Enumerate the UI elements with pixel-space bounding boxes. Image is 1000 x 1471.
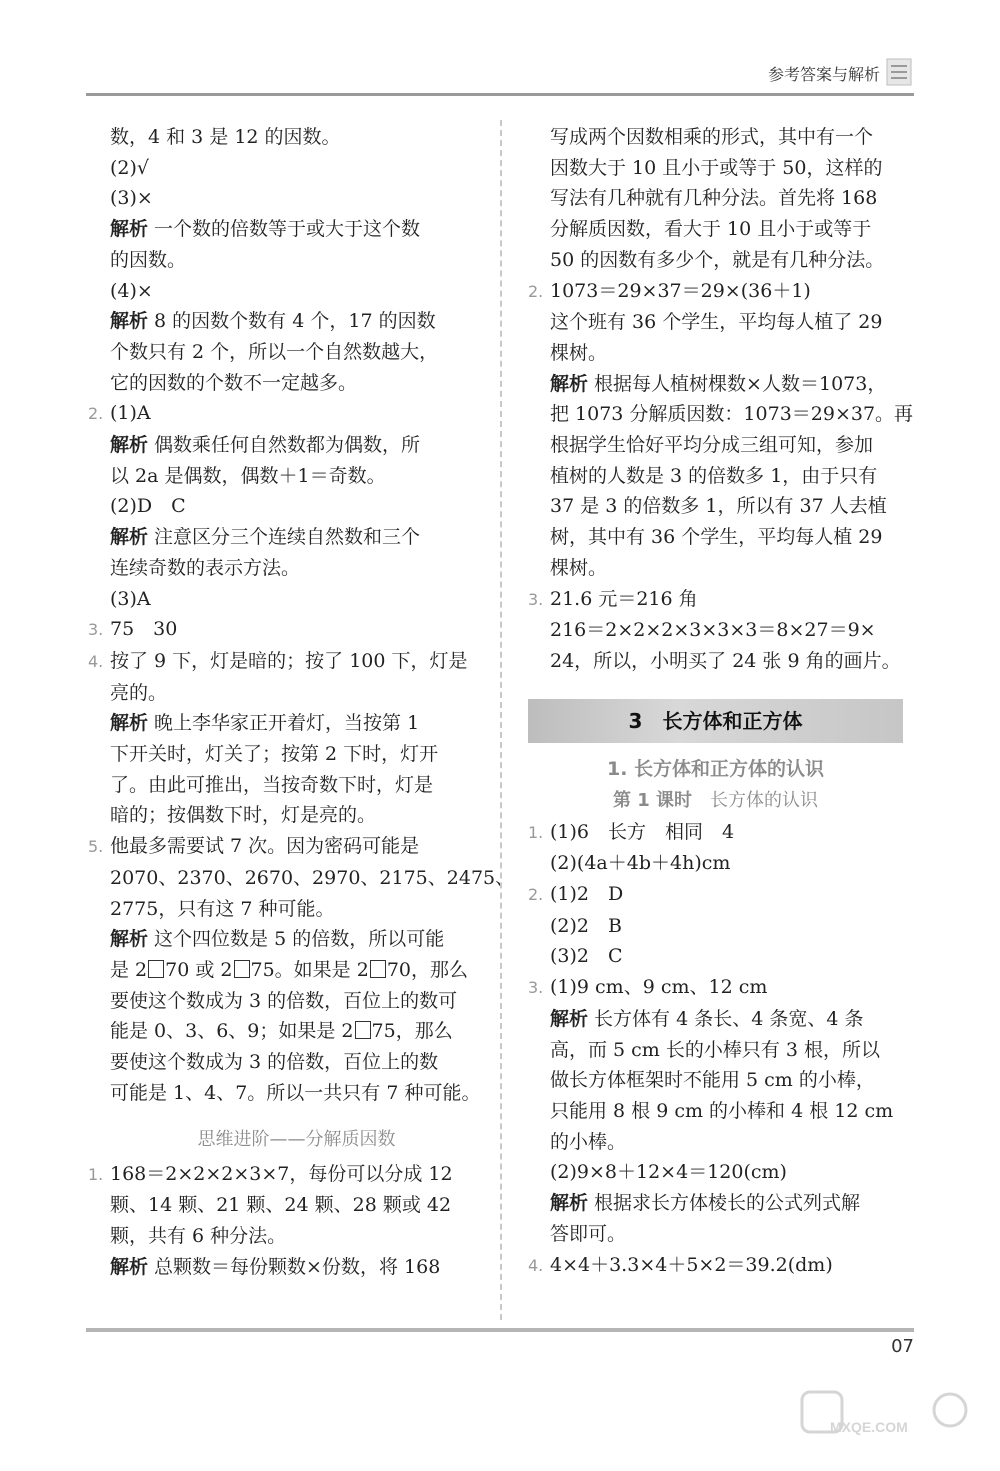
answer-text: 按了 9 下，灯是暗的；按了 100 下，灯是 bbox=[110, 649, 468, 672]
answer-text: 1073＝29×37＝29×(36＋1) bbox=[550, 279, 811, 302]
answer-item bbox=[88, 831, 483, 863]
footer-rule bbox=[86, 1328, 914, 1332]
text-line: 下开关时，灯关了；按第 2 下时，灯开 bbox=[110, 743, 439, 766]
text-line: 数，4 和 3 是 12 的因数。 bbox=[110, 126, 341, 148]
analysis-text: 8 的因数个数有 4 个，17 的因数 bbox=[148, 310, 436, 333]
lesson-number: 第 1 课时 bbox=[612, 789, 693, 811]
text-line: 棵树。 bbox=[550, 556, 608, 579]
item-number: 4. bbox=[528, 1255, 544, 1275]
text-line: (3)× bbox=[110, 187, 153, 210]
text-line: 个数只有 2 个，所以一个自然数越大， bbox=[110, 340, 439, 363]
text-line: 树，其中有 36 个学生，平均每人植 29 bbox=[550, 526, 883, 549]
analysis-label: 解析 bbox=[550, 372, 589, 395]
text-line: 根据学生恰好平均分成三组可知，参加 bbox=[550, 434, 874, 457]
analysis-label: 解析 bbox=[110, 928, 149, 951]
text-line: 了。由此可推出，当按奇数下时，灯是 bbox=[110, 773, 434, 796]
text-line: 把 1073 分解质因数：1073＝29×37。再 bbox=[550, 403, 914, 426]
answer-text: (1)2 D bbox=[550, 883, 624, 906]
analysis-line bbox=[88, 924, 483, 955]
analysis-label: 解析 bbox=[550, 1192, 589, 1215]
answer-text: 75 30 bbox=[110, 618, 178, 641]
header-rule bbox=[86, 93, 914, 96]
analysis-label: 解析 bbox=[110, 1255, 149, 1278]
text-line: (4)× bbox=[110, 279, 153, 302]
analysis-label: 解析 bbox=[110, 526, 149, 549]
text-fragment: 70，那么 bbox=[386, 958, 468, 981]
text-line: 颗，共有 6 种分法。 bbox=[110, 1224, 287, 1247]
analysis-label: 解析 bbox=[110, 218, 149, 241]
watermark-logo bbox=[800, 1388, 980, 1436]
text-line: 只能用 8 根 9 cm 的小棒和 4 根 12 cm bbox=[550, 1099, 894, 1122]
text-line: 24，所以，小明买了 24 张 9 角的画片。 bbox=[550, 649, 901, 672]
analysis-label: 解析 bbox=[110, 310, 149, 333]
answer-text: 168＝2×2×2×3×7，每份可以分成 12 bbox=[110, 1162, 453, 1185]
text-line: 亮的。 bbox=[110, 681, 168, 704]
text-line: 高，而 5 cm 长的小棒只有 3 根，所以 bbox=[550, 1038, 881, 1061]
analysis-text: 晚上李华家正开着灯，当按第 1 bbox=[148, 712, 420, 735]
text-line: 棵树。 bbox=[550, 341, 608, 364]
item-number: 1. bbox=[528, 822, 544, 842]
lesson-title bbox=[528, 785, 903, 817]
text-line: 分解质因数，看大于 10 且小于或等于 bbox=[550, 218, 872, 241]
answer-item bbox=[88, 614, 483, 646]
analysis-text: 长方体有 4 条长、4 条宽、4 条 bbox=[588, 1007, 864, 1030]
text-line: (2)(4a＋4b＋4h)cm bbox=[550, 852, 731, 875]
text-line: 37 是 3 的倍数多 1，所以有 37 人去植 bbox=[550, 495, 887, 518]
item-number: 2. bbox=[528, 885, 544, 905]
text-line: 的小棒。 bbox=[550, 1130, 627, 1153]
item-number: 5. bbox=[88, 837, 104, 857]
text-fragment: 能是 0、3、6、9；如果是 2 bbox=[110, 1020, 354, 1043]
analysis-label: 解析 bbox=[550, 1007, 589, 1030]
analysis-text: 偶数乘任何自然数都为偶数，所 bbox=[148, 434, 421, 457]
text-line: (2)√ bbox=[110, 156, 150, 179]
answer-item bbox=[528, 1250, 918, 1282]
text-line: 要使这个数成为 3 的倍数，百位上的数可 bbox=[110, 989, 458, 1012]
analysis-line bbox=[88, 306, 483, 337]
text-line: 颗、14 颗、21 颗、24 颗、28 颗或 42 bbox=[110, 1194, 452, 1217]
analysis-text: 一个数的倍数等于或大于这个数 bbox=[148, 218, 421, 241]
answer-text: (1)9 cm、9 cm、12 cm bbox=[550, 976, 768, 999]
analysis-line bbox=[528, 369, 918, 400]
answer-text: (1)6 长方 相同 4 bbox=[550, 820, 735, 843]
analysis-line bbox=[88, 430, 483, 461]
item-number: 3. bbox=[528, 589, 544, 609]
item-number: 2. bbox=[528, 281, 544, 301]
analysis-line bbox=[88, 214, 483, 245]
text-line: 写成两个因数相乘的形式，其中有一个 bbox=[550, 126, 874, 148]
answer-item bbox=[528, 972, 918, 1004]
blank-box bbox=[148, 960, 164, 978]
text-fragment: 75。如果是 2 bbox=[250, 958, 369, 981]
analysis-text: 注意区分三个连续自然数和三个 bbox=[148, 526, 421, 549]
analysis-text: 总颗数＝每份颗数×份数，将 168 bbox=[148, 1255, 441, 1278]
item-number: 2. bbox=[88, 404, 104, 424]
answer-item bbox=[528, 584, 918, 616]
answer-text: 21.6 元＝216 角 bbox=[550, 587, 698, 610]
header-title: 参考答案与解析 bbox=[767, 65, 880, 84]
text-fragment: 70 或 2 bbox=[165, 958, 233, 981]
text-line: 2775，只有这 7 种可能。 bbox=[110, 897, 335, 920]
text-line: 要使这个数成为 3 的倍数，百位上的数 bbox=[110, 1051, 439, 1074]
text-line: 写法有几种就有几种分法。首先将 168 bbox=[550, 187, 878, 210]
section-title: 1. 长方体和正方体的认识 bbox=[606, 757, 825, 780]
right-column bbox=[528, 122, 918, 1281]
answer-item bbox=[528, 879, 918, 911]
text-line: (3)2 C bbox=[550, 945, 623, 968]
watermark-text: MXQE.COM bbox=[830, 1419, 908, 1435]
answer-item bbox=[528, 817, 918, 849]
analysis-line bbox=[528, 1004, 918, 1035]
text-line: (2)9×8＋12×4＝120(cm) bbox=[550, 1161, 787, 1184]
analysis-text: 根据求长方体棱长的公式列式解 bbox=[588, 1192, 861, 1215]
analysis-line bbox=[88, 708, 483, 739]
text-line: (2)2 B bbox=[550, 914, 622, 937]
text-line: 做长方体框架时不能用 5 cm 的小棒， bbox=[550, 1069, 875, 1092]
answer-text: 他最多需要试 7 次。因为密码可能是 bbox=[110, 835, 420, 858]
text-line: 以 2a 是偶数，偶数＋1＝奇数。 bbox=[110, 464, 386, 487]
spacer bbox=[88, 1109, 483, 1121]
blank-box bbox=[370, 960, 386, 978]
subsection-title: 思维进阶——分解质因数 bbox=[197, 1128, 396, 1150]
book-icon bbox=[886, 58, 912, 86]
answer-text: 4×4＋3.3×4＋5×2＝39.2(dm) bbox=[550, 1253, 833, 1276]
text-line: 可能是 1、4、7。所以一共只有 7 种可能。 bbox=[110, 1081, 481, 1104]
text-line bbox=[88, 1016, 483, 1047]
analysis-line bbox=[88, 1252, 483, 1283]
chapter-banner: 3 长方体和正方体 bbox=[528, 699, 903, 743]
item-number: 3. bbox=[88, 620, 104, 640]
left-column bbox=[88, 122, 515, 1282]
page-number: 07 bbox=[891, 1336, 914, 1357]
answer-item bbox=[528, 276, 918, 308]
answer-item bbox=[88, 398, 483, 430]
lesson-name: 长方体的认识 bbox=[692, 789, 819, 811]
text-line: 2070、2370、2670、2970、2175、2475、 bbox=[110, 866, 515, 889]
item-number: 4. bbox=[88, 651, 104, 671]
text-line: 这个班有 36 个学生，平均每人植了 29 bbox=[550, 311, 883, 334]
text-line: 50 的因数有多少个，就是有几种分法。 bbox=[550, 248, 885, 271]
answer-item bbox=[88, 1159, 483, 1191]
text-line: 因数大于 10 且小于或等于 50，这样的 bbox=[550, 156, 883, 179]
analysis-label: 解析 bbox=[110, 712, 149, 735]
text-line: 暗的；按偶数下时，灯是亮的。 bbox=[110, 804, 377, 827]
item-number: 1. bbox=[88, 1164, 104, 1184]
blank-box bbox=[234, 960, 250, 978]
analysis-line bbox=[88, 522, 483, 553]
text-line: 答即可。 bbox=[550, 1222, 627, 1245]
text-fragment: 75，那么 bbox=[371, 1020, 453, 1043]
analysis-line bbox=[528, 1188, 918, 1219]
answer-text: (1)A bbox=[110, 402, 151, 425]
item-number: 3. bbox=[528, 978, 544, 998]
analysis-label: 解析 bbox=[110, 434, 149, 457]
text-fragment: 是 2 bbox=[110, 958, 148, 981]
text-line bbox=[88, 955, 483, 986]
answer-item bbox=[88, 646, 483, 678]
text-line: 216＝2×2×2×3×3×3＝8×27＝9× bbox=[550, 619, 876, 642]
text-line: 的因数。 bbox=[110, 248, 187, 271]
text-line: 它的因数的个数不一定越多。 bbox=[110, 371, 358, 394]
text-line: 植树的人数是 3 的倍数多 1，由于只有 bbox=[550, 464, 878, 487]
blank-box bbox=[355, 1021, 371, 1039]
column-divider bbox=[500, 120, 502, 1320]
text-line: (2)D C bbox=[110, 495, 186, 518]
text-line: 连续奇数的表示方法。 bbox=[110, 556, 301, 579]
text-line: (3)A bbox=[110, 587, 151, 610]
analysis-text: 这个四位数是 5 的倍数，所以可能 bbox=[148, 928, 445, 951]
analysis-text: 根据每人植树棵数×人数＝1073， bbox=[588, 372, 887, 395]
